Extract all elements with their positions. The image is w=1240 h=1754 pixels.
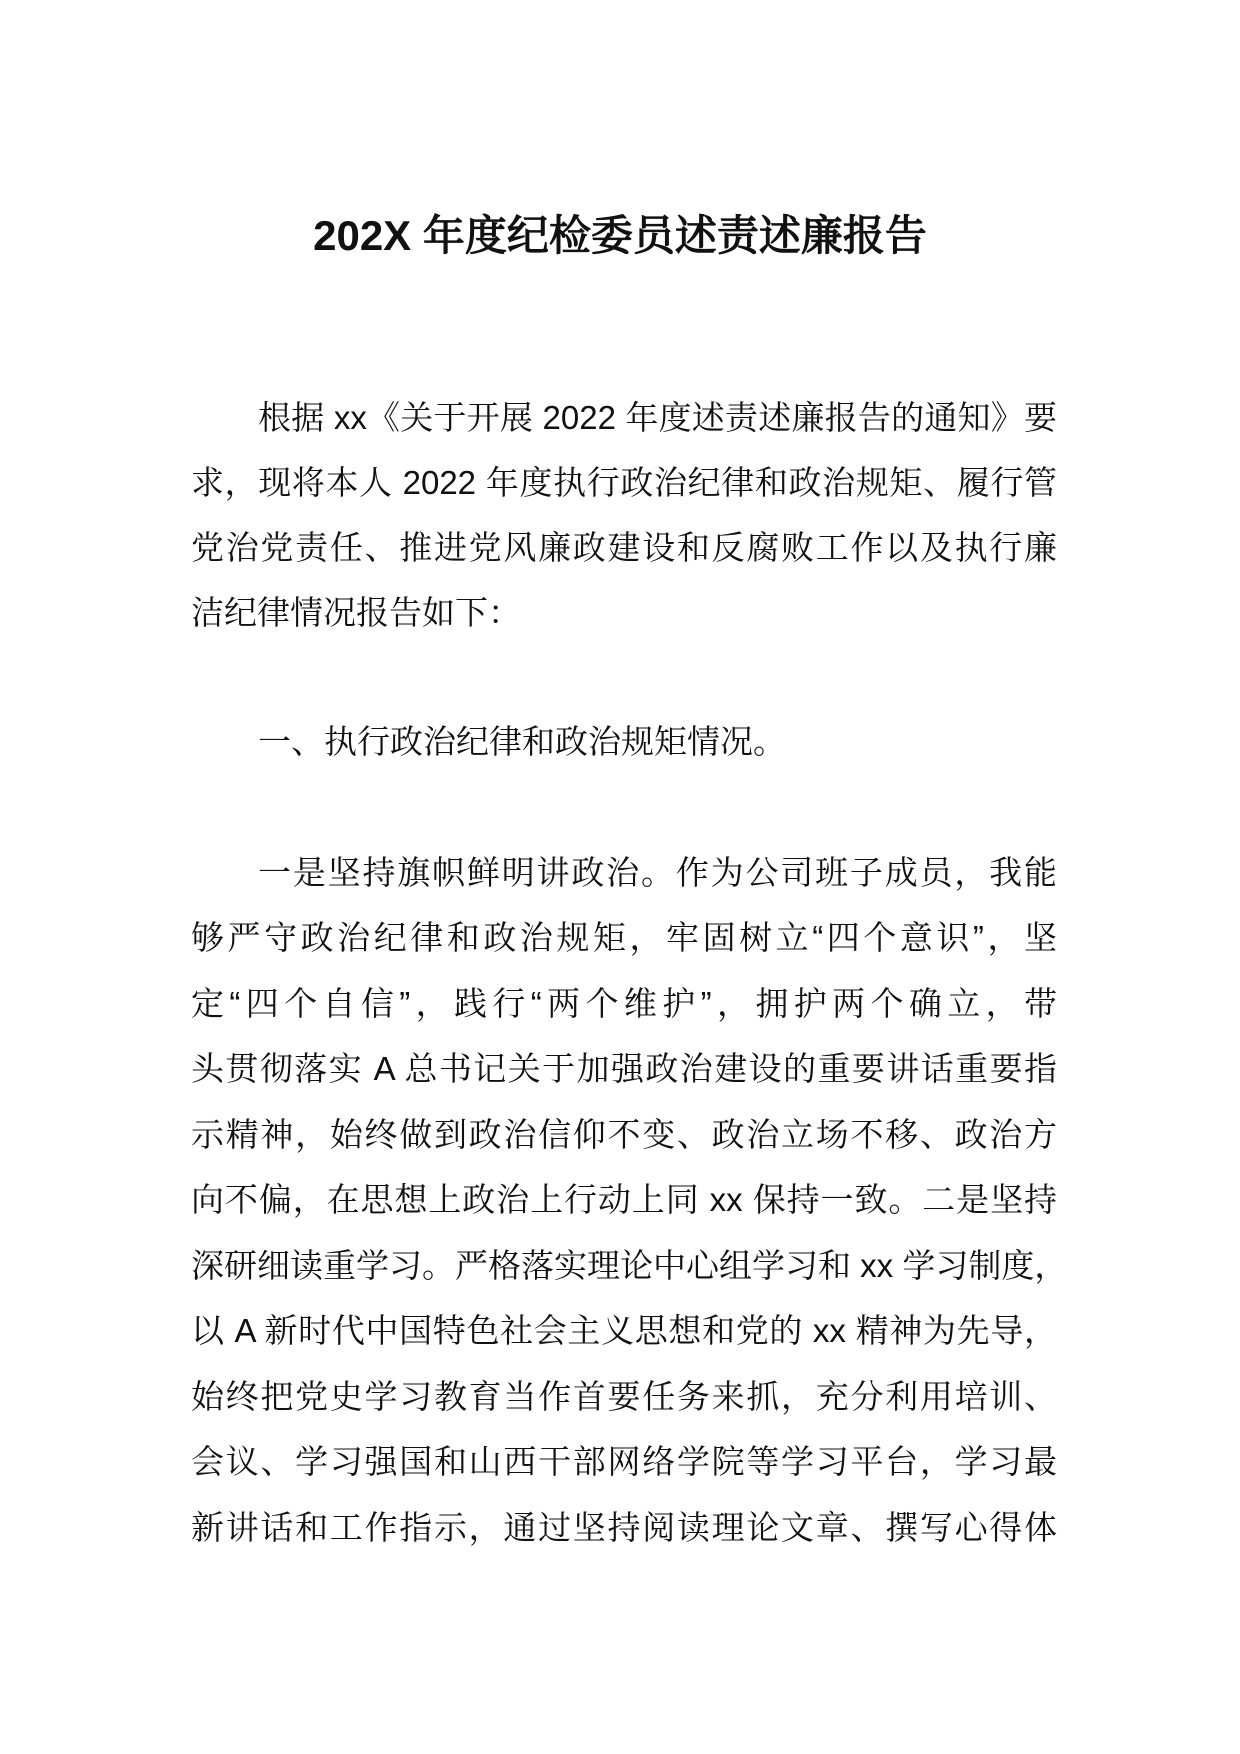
paragraph-line: 深研细读重学习。严格落实理论中心组学习和 xx 学习制度， [191, 1247, 1068, 1284]
paragraph-line: 根据 xx《关于开展 2022 年度述责述廉报告的通知》要 [258, 399, 1057, 436]
paragraph-line: 够严守政治纪律和政治规矩，牢固树立“四个意识”，坚 [191, 919, 1057, 956]
paragraph-line: 头贯彻落实 A 总书记关于加强政治建设的重要讲话重要指 [191, 1050, 1057, 1087]
paragraph-line: 会议、学习强国和山西干部网络学院等学习平台，学习最 [191, 1443, 1057, 1480]
paragraph-line: 示精神，始终做到政治信仰不变、政治立场不移、政治方 [191, 1116, 1057, 1153]
paragraph-line: 党治党责任、推进党风廉政建设和反腐败工作以及执行廉 [191, 529, 1057, 566]
paragraph-line: 以 A 新时代中国特色社会主义思想和党的 xx 精神为先导， [191, 1312, 1057, 1349]
paragraph-line: 一是坚持旗帜鲜明讲政治。作为公司班子成员，我能 [258, 854, 1057, 891]
paragraph-line: 定“四个自信”，践行“两个维护”，拥护两个确立，带 [191, 985, 1057, 1022]
paragraph-line: 求，现将本人 2022 年度执行政治纪律和政治规矩、履行管 [191, 464, 1057, 501]
paragraph-line: 始终把党史学习教育当作首要任务来抓，充分利用培训、 [191, 1378, 1057, 1415]
paragraph-line: 洁纪律情况报告如下： [191, 594, 521, 631]
paragraph-line: 新讲话和工作指示，通过坚持阅读理论文章、撰写心得体 [191, 1509, 1057, 1546]
paragraph-line: 向不偏，在思想上政治上行动上同 xx 保持一致。二是坚持 [191, 1181, 1057, 1218]
section-heading: 一、执行政治纪律和政治规矩情况。 [258, 723, 786, 760]
document-title: 202X 年度纪检委员述责述廉报告 [313, 212, 927, 259]
